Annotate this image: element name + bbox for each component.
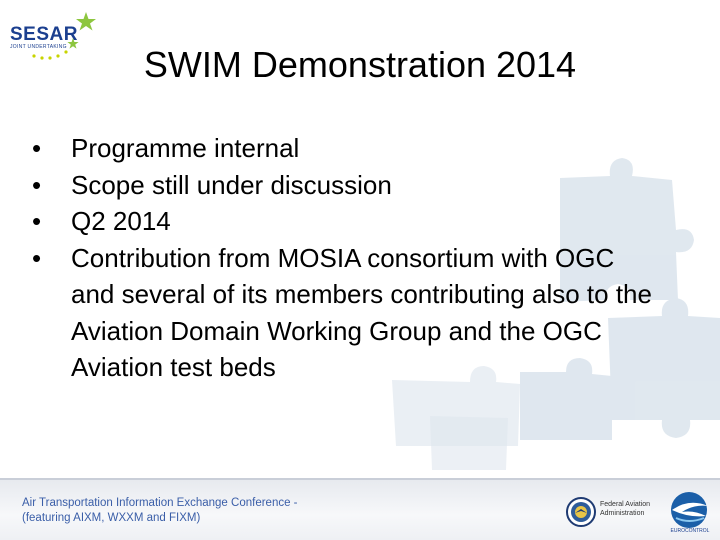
bullet-text: Q2 2014: [71, 206, 171, 236]
faa-name: [600, 500, 650, 518]
conference-name: [22, 496, 298, 526]
bullet-text: Scope still under discussion: [71, 169, 392, 200]
slide-title: SWIM Demonstration 2014: [143, 44, 577, 85]
faa-line-1: Federal Aviation: [600, 501, 651, 508]
bullet-dot: •: [32, 169, 42, 200]
conference-subtitle: (featuring AIXM, WXXM and FIXM): [22, 512, 201, 524]
bullet-text: Programme internal: [71, 133, 300, 163]
eurocontrol-label: EUROCONTROL: [670, 528, 710, 534]
bullet-dot: •: [32, 242, 42, 273]
bullet-list: [24, 130, 664, 386]
logo-tagline: JOINT UNDERTAKING: [10, 44, 67, 50]
bullet-item: [24, 130, 664, 167]
bullet-dot: •: [32, 206, 42, 236]
logo-wordmark: SESAR: [10, 24, 78, 45]
bullet-dot: •: [32, 133, 42, 163]
bullet-item: [24, 167, 664, 204]
bullet-text: Contribution from MOSIA consortium with OGC and several of its members contributing also to the Aviation Domain Working Group and the OGC Aviation test beds: [71, 242, 652, 382]
bullet-item: [24, 203, 664, 240]
conference-title: Air Transportation Information Exchange Conference -: [22, 497, 298, 509]
bullet-item: [24, 240, 664, 386]
faa-seal-icon: [566, 497, 596, 527]
faa-line-2: Administration: [600, 510, 645, 517]
footer-divider: [0, 478, 720, 480]
